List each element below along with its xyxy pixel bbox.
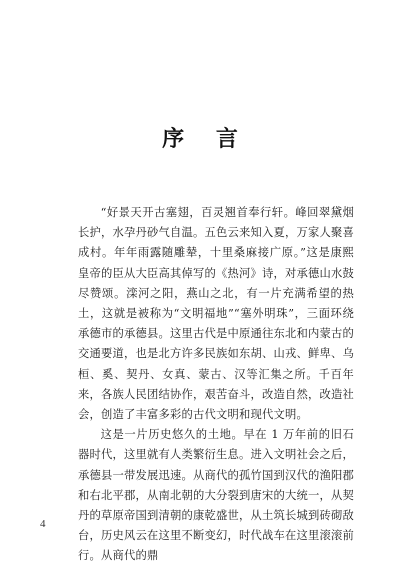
body-text [78,203,354,567]
paragraph-2: 这是一片历史悠久的土地。早在 1 万年前的旧石器时代，这里就有人类繁衍生息。进入文明社会之后，承德县一带发展迅速。从商代的孤竹国到汉代的渔阳郡和右北平郡，从南北朝的大分裂到唐宋的大统一，从契丹的草原帝国到清朝的康乾盛世，从土筑长城到砖砌敌台，历史风云在这里不断变幻，时代战车在这里滚滚前行。从商代的鼎 [78,428,354,563]
page-title: 序 言 [162,127,250,152]
page-number: 4 [40,518,46,530]
paragraph-1: “好景天开古塞翅，百灵翘首奉行轩。峰回翠黛烟长护，水孕丹砂气自温。五色云来知入夏，万家人聚喜成村。年年雨露随雕辇，十里桑麻接广原。”这是康熙皇帝的臣从大臣高其倬写的《热河》诗，对承德山水鼓尽赞颂。滦河之阳，燕山之北，有一片充满希望的热土，这就是被称为“文明福地”“塞外明珠”，三面环绕承德市的承德县。这里古代是中原通往东北和内蒙古的交通要道，也是北方许多民族如东胡、山戎、鲜卑、乌桓、奚、契丹、女真、蒙古、汉等汇集之所。千百年来，各族人民团结协作，艰苦奋斗，改造自然，改造社会，创造了丰富多彩的古代文明和现代文明。 [78,206,354,422]
